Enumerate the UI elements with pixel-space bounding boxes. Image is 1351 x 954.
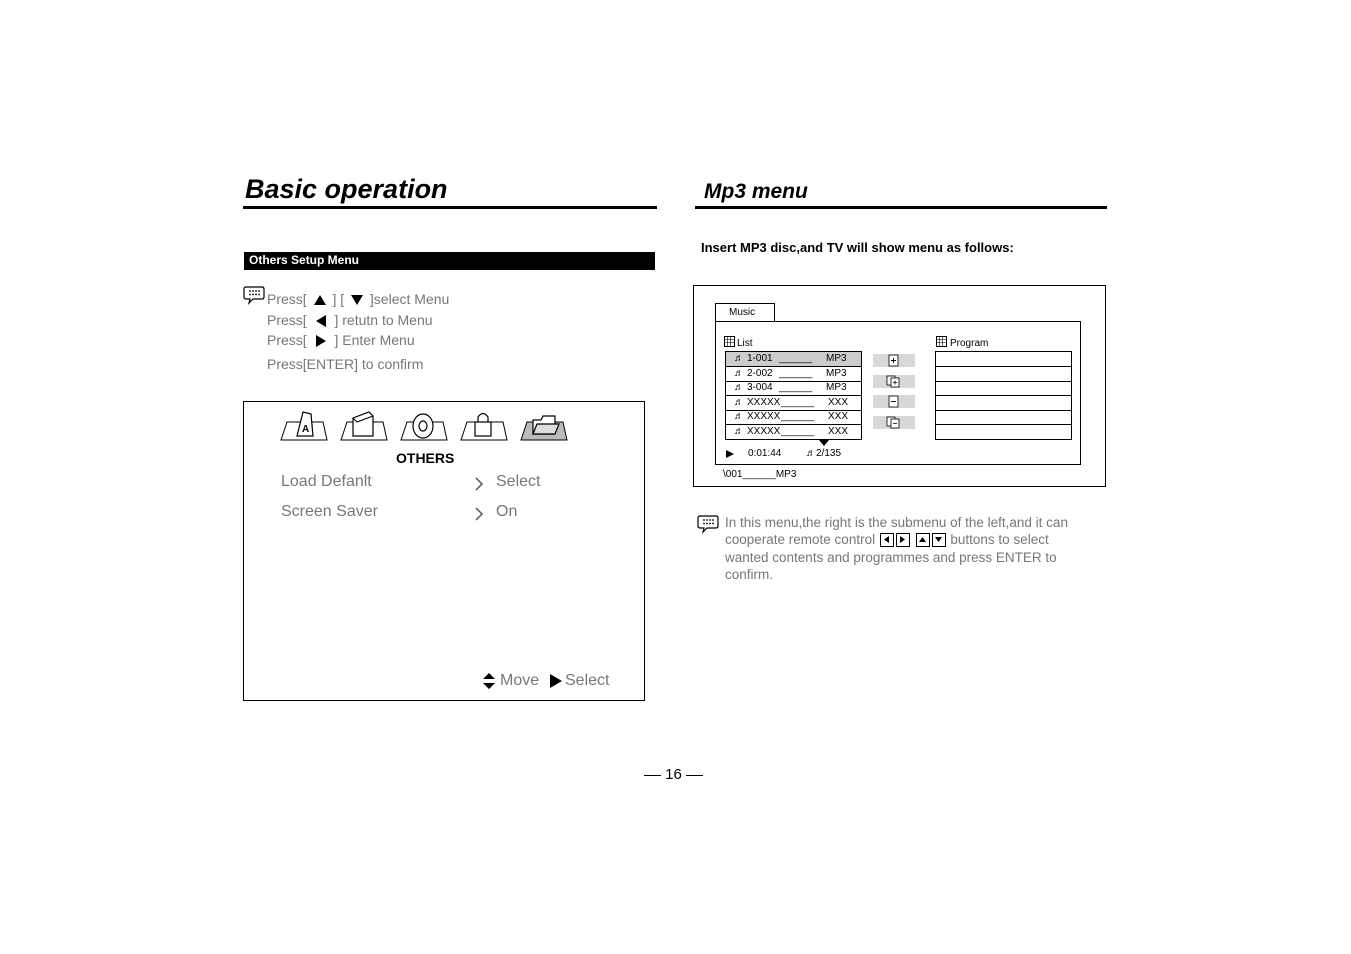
list-item-ext: XXX: [828, 397, 849, 408]
instruction-text: Press[: [267, 332, 307, 348]
list-item-name: XXXXX: [747, 411, 781, 422]
list-item-separator: ______: [779, 382, 813, 393]
note-line-3: wanted contents and programmes and press ENTER to: [725, 550, 1057, 565]
page-number-value: 16: [665, 766, 682, 783]
lock-tab-icon: [461, 414, 507, 441]
right-key-icon: [896, 533, 910, 547]
program-header: Program: [950, 338, 989, 349]
music-tab-label: Music: [729, 307, 756, 318]
instruction-text: ] [: [332, 291, 345, 307]
scroll-down-arrow-icon[interactable]: [819, 440, 829, 446]
list-item-name: 1-001: [747, 353, 773, 364]
list-item[interactable]: [726, 367, 861, 382]
music-panel: [715, 321, 1081, 465]
footer-select: Select: [565, 672, 610, 689]
file-list: [725, 351, 862, 440]
list-item[interactable]: [726, 396, 861, 411]
list-item[interactable]: [726, 352, 861, 367]
svg-text:A: A: [302, 424, 310, 435]
remove-all-button[interactable]: [873, 416, 915, 429]
heading-rule-left: [243, 206, 657, 209]
setup-screen: [243, 401, 645, 701]
program-list: [935, 351, 1072, 440]
chevron-right-icon: [473, 477, 485, 491]
instruction-line-4: Press[ENTER] to confirm: [267, 356, 424, 372]
list-item-separator: ______: [781, 411, 815, 422]
section-label: Others Setup Menu: [249, 253, 360, 267]
heading-rule-right: [695, 206, 1107, 209]
track-number: 2/135: [816, 448, 842, 459]
note-line-4: confirm.: [725, 567, 774, 582]
folder-tab-icon: [521, 416, 567, 440]
speech-bubble-icon: [243, 285, 265, 305]
list-item-ext: MP3: [826, 382, 847, 393]
list-item-ext: XXX: [828, 426, 849, 437]
list-item-separator: ______: [781, 426, 815, 437]
list-item-ext: MP3: [826, 368, 847, 379]
down-key-icon: [932, 533, 946, 547]
instruction-text: ] retutn to Menu: [334, 312, 433, 328]
music-note-icon: ♬: [734, 426, 744, 437]
language-tab-icon: [281, 412, 327, 440]
music-note-icon: ♬: [734, 382, 744, 393]
list-item[interactable]: [726, 381, 861, 396]
audio-tab-icon: [401, 414, 447, 440]
mp3-screen: [693, 285, 1106, 487]
program-slot[interactable]: [936, 367, 1071, 382]
up-arrow-icon: [314, 295, 326, 305]
instruction-text: ]select Menu: [369, 291, 450, 307]
remove-file-icon: [873, 395, 915, 408]
remove-files-icon: [873, 416, 915, 429]
setup-row-value: Select: [496, 473, 541, 490]
list-item-ext: MP3: [826, 353, 847, 364]
remove-from-program-button[interactable]: [873, 395, 915, 408]
list-header: List: [737, 338, 753, 349]
note-text: buttons to select: [950, 532, 1049, 547]
up-key-icon: [916, 533, 930, 547]
play-status-icon: [726, 450, 734, 458]
track-counter: [806, 448, 841, 459]
list-item-separator: ______: [779, 353, 813, 364]
add-to-program-button[interactable]: [873, 354, 915, 367]
up-down-arrow-icon: [483, 673, 495, 689]
add-all-button[interactable]: [873, 375, 915, 388]
footer-move: Move: [500, 672, 540, 689]
instruction-text: Press[: [267, 291, 307, 307]
left-key-icon: [880, 533, 894, 547]
music-tab[interactable]: [715, 303, 775, 321]
list-item-name: XXXXX: [747, 426, 781, 437]
right-arrow-icon: [316, 335, 326, 347]
instruction-text: Press[: [267, 312, 307, 328]
play-arrow-icon: [550, 674, 562, 688]
setup-row-value: On: [496, 503, 518, 520]
music-note-icon: ♬: [734, 411, 744, 422]
left-arrow-icon: [316, 315, 326, 327]
setup-screen-title: OTHERS: [396, 450, 455, 466]
program-slot[interactable]: [936, 381, 1071, 396]
setup-tab-icons: [279, 408, 579, 444]
chevron-right-icon: [473, 507, 485, 521]
dash-left: [644, 775, 661, 776]
list-item-separator: ______: [779, 368, 813, 379]
intro-text: Insert MP3 disc,and TV will show menu as follows:: [701, 240, 1014, 255]
video-tab-icon: [341, 412, 387, 440]
instruction-line-3: [267, 332, 415, 348]
setup-row-label: Load Defanlt: [281, 473, 372, 490]
list-item[interactable]: [726, 425, 861, 440]
page-heading-left: Basic operation: [245, 174, 448, 204]
program-slot[interactable]: [936, 410, 1071, 425]
grid-icon: [936, 336, 947, 347]
speech-bubble-icon: [697, 514, 719, 534]
instruction-line-1: [267, 291, 449, 307]
copy-files-icon: [873, 375, 915, 388]
dash-right: [686, 775, 703, 776]
list-item-name: 2-002: [747, 368, 773, 379]
grid-icon: [724, 336, 735, 347]
list-item[interactable]: [726, 410, 861, 425]
program-slot[interactable]: [936, 425, 1071, 440]
music-note-icon: ♬: [734, 397, 744, 408]
program-slot[interactable]: [936, 352, 1071, 367]
down-arrow-icon: [351, 295, 363, 305]
page-heading-right: Mp3 menu: [704, 180, 808, 203]
instruction-text: ] Enter Menu: [334, 332, 415, 348]
note-text: cooperate remote control: [725, 532, 876, 547]
add-file-icon: [873, 354, 915, 367]
music-note-icon: ♬: [734, 368, 744, 379]
music-note-icon: ♬: [734, 353, 744, 364]
note-line-2: [725, 532, 1049, 547]
list-item-name: XXXXX: [747, 397, 781, 408]
list-item-ext: XXX: [828, 411, 849, 422]
elapsed-time: 0:01:44: [748, 448, 782, 459]
program-slot[interactable]: [936, 396, 1071, 411]
list-item-name: 3-004: [747, 382, 773, 393]
current-path: \001______MP3: [723, 469, 797, 480]
instruction-line-2: [267, 312, 433, 328]
setup-row-label: Screen Saver: [281, 503, 378, 520]
list-item-separator: ______: [781, 397, 815, 408]
note-line-1: In this menu,the right is the submenu of the left,and it can: [725, 515, 1068, 530]
music-note-icon: ♬: [806, 448, 816, 459]
page-number: [644, 766, 703, 783]
section-label-bar: [244, 252, 655, 270]
